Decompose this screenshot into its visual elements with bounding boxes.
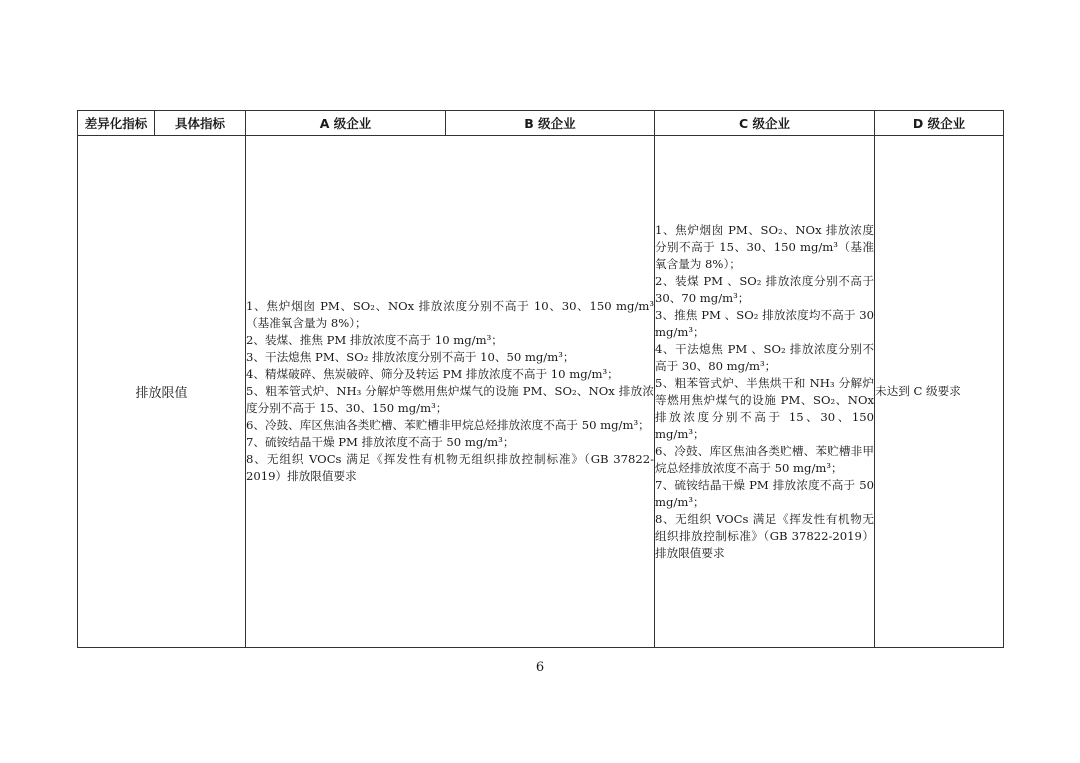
ab-item-4: 4、精煤破碎、焦炭破碎、筛分及转运 PM 排放浓度不高于 10 mg/m³； [246,367,619,381]
ab-item-7: 7、硫铵结晶干燥 PM 排放浓度不高于 50 mg/m³； [246,435,515,449]
table-row [78,136,1004,648]
page-number: 6 [535,660,545,675]
c-item-2: 2、装煤 PM 、SO₂ 排放浓度分别不高于 30、70 mg/m³； [655,273,874,305]
c-item-3: 3、推焦 PM 、SO₂ 排放浓度均不高于 30 mg/m³； [655,307,874,339]
emission-limit-table [77,110,1004,648]
grade-c-requirements [655,136,875,648]
header-grade-a: A 级企业 [246,111,446,136]
ab-item-5: 5、粗苯管式炉、NH₃ 分解炉等燃用焦炉煤气的设施 PM、SO₂、NOx 排放浓度分别不高于 15、30、150 mg/m³； [246,384,654,415]
header-grade-b: B 级企业 [446,111,655,136]
ab-item-2: 2、装煤、推焦 PM 排放浓度不高于 10 mg/m³； [246,333,503,347]
ab-item-3: 3、干法熄焦 PM、SO₂ 排放浓度分别不高于 10、50 mg/m³； [246,350,575,364]
grade-d-requirements: 未达到 C 级要求 [875,136,1004,648]
ab-item-1: 1、焦炉烟囱 PM、SO₂、NOx 排放浓度分别不高于 10、30、150 mg/m³（基准氧含量为 8%）； [246,299,654,330]
header-row [78,111,1004,136]
c-item-5: 5、粗苯管式炉、半焦烘干和 NH₃ 分解炉等燃用焦炉煤气的设施 PM、SO₂、NOx 排放浓度分别不高于 15、30、150 mg/m³； [655,375,874,441]
header-diff-indicator: 差异化指标 [78,111,155,136]
header-grade-d: D 级企业 [875,111,1004,136]
c-item-4: 4、干法熄焦 PM 、SO₂ 排放浓度分别不高于 30、80 mg/m³； [655,341,874,373]
c-item-1: 1、焦炉烟囱 PM、SO₂、NOx 排放浓度分别不高于 15、30、150 mg/m³（基准氧含量为 8%）； [655,222,874,271]
indicator-cell: 排放限值 [78,136,246,648]
c-item-7: 7、硫铵结晶干燥 PM 排放浓度不高于 50 mg/m³； [655,477,874,509]
header-specific-indicator: 具体指标 [155,111,246,136]
header-grade-c: C 级企业 [655,111,875,136]
c-item-6: 6、冷鼓、库区焦油各类贮槽、苯贮槽非甲烷总烃排放浓度不高于 50 mg/m³； [655,443,874,475]
grade-ab-requirements [246,136,655,648]
ab-item-8: 8、无组织 VOCs 满足《挥发性有机物无组织排放控制标准》（GB 37822-2019）排放限值要求 [246,452,654,483]
ab-item-6: 6、冷鼓、库区焦油各类贮槽、苯贮槽非甲烷总烃排放浓度不高于 50 mg/m³； [246,418,650,432]
c-item-8: 8、无组织 VOCs 满足《挥发性有机物无组织排放控制标准》（GB 37822-2019）排放限值要求 [655,511,874,560]
